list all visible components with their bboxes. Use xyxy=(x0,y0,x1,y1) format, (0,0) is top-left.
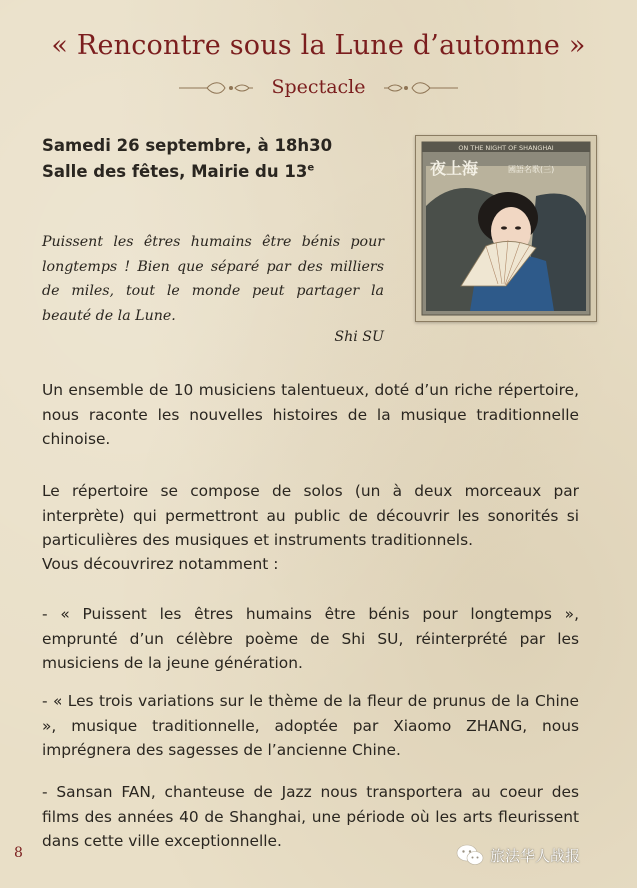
poster-banner-text: ON THE NIGHT OF SHANGHAI xyxy=(458,144,554,152)
ornament-left-icon xyxy=(177,81,255,95)
poster-subtitle-text: 國語名歌(三) xyxy=(508,165,555,174)
list-item-jazz: - Sansan FAN, chanteuse de Jazz nous transportera au coeur des films des années 40 de Shanghai, une période où les arts fleurissent dans cette ville exceptionnelle. xyxy=(42,783,579,850)
event-venue xyxy=(42,162,314,181)
list-item-prunus: - « Les trois variations sur le thème de la fleur de prunus de la Chine », musique traditionnelle, adoptée par Xiaomo ZHANG, nous imprégnera des sagesses de l’ancienne Chine. xyxy=(42,692,579,759)
subtitle-row xyxy=(0,76,637,98)
poster-illustration xyxy=(416,136,596,321)
quote-author: Shi SU xyxy=(334,329,384,345)
event-venue-text: Salle des fêtes, Mairie du 13 xyxy=(42,162,308,181)
brand-name: 旅法华人战报 xyxy=(490,846,581,865)
brand-watermark xyxy=(456,843,580,867)
paragraph-discover: Vous découvrirez notamment : xyxy=(42,555,279,573)
paragraph-repertoire: Le répertoire se compose de solos (un à deux morceaux par interprète) qui permettront au public de découvrir les sonorités si particulières des musiques et instruments traditionnels. xyxy=(42,482,579,549)
list-item-poem: - « Puissent les êtres humains être bénis pour longtemps », emprunté d’un célèbre poème de Shi SU, réinterprété par les musiciens de la jeune génération. xyxy=(42,605,579,672)
page-subtitle: Spectacle xyxy=(271,76,366,98)
paragraph-intro: Un ensemble de 10 musiciens talentueux, doté d’un riche répertoire, nous raconte les nouvelles histoires de la musique traditionnelle chinoise. xyxy=(42,381,579,448)
event-date: Samedi 26 septembre, à 18h30 xyxy=(42,136,333,155)
quote-text: Puissent les êtres humains être bénis pour longtemps ! Bien que séparé par des milliers de miles, tout le monde peut partager la beauté de la Lune. xyxy=(42,234,384,324)
wechat-icon xyxy=(456,844,484,866)
page-number: 8 xyxy=(14,845,23,861)
event-venue-superscript: e xyxy=(307,162,315,174)
poster-title-text: 夜上海 xyxy=(430,159,479,178)
poster-image xyxy=(415,135,597,322)
ornament-right-icon xyxy=(382,81,460,95)
page-title: « Rencontre sous la Lune d’automne » xyxy=(51,30,586,61)
